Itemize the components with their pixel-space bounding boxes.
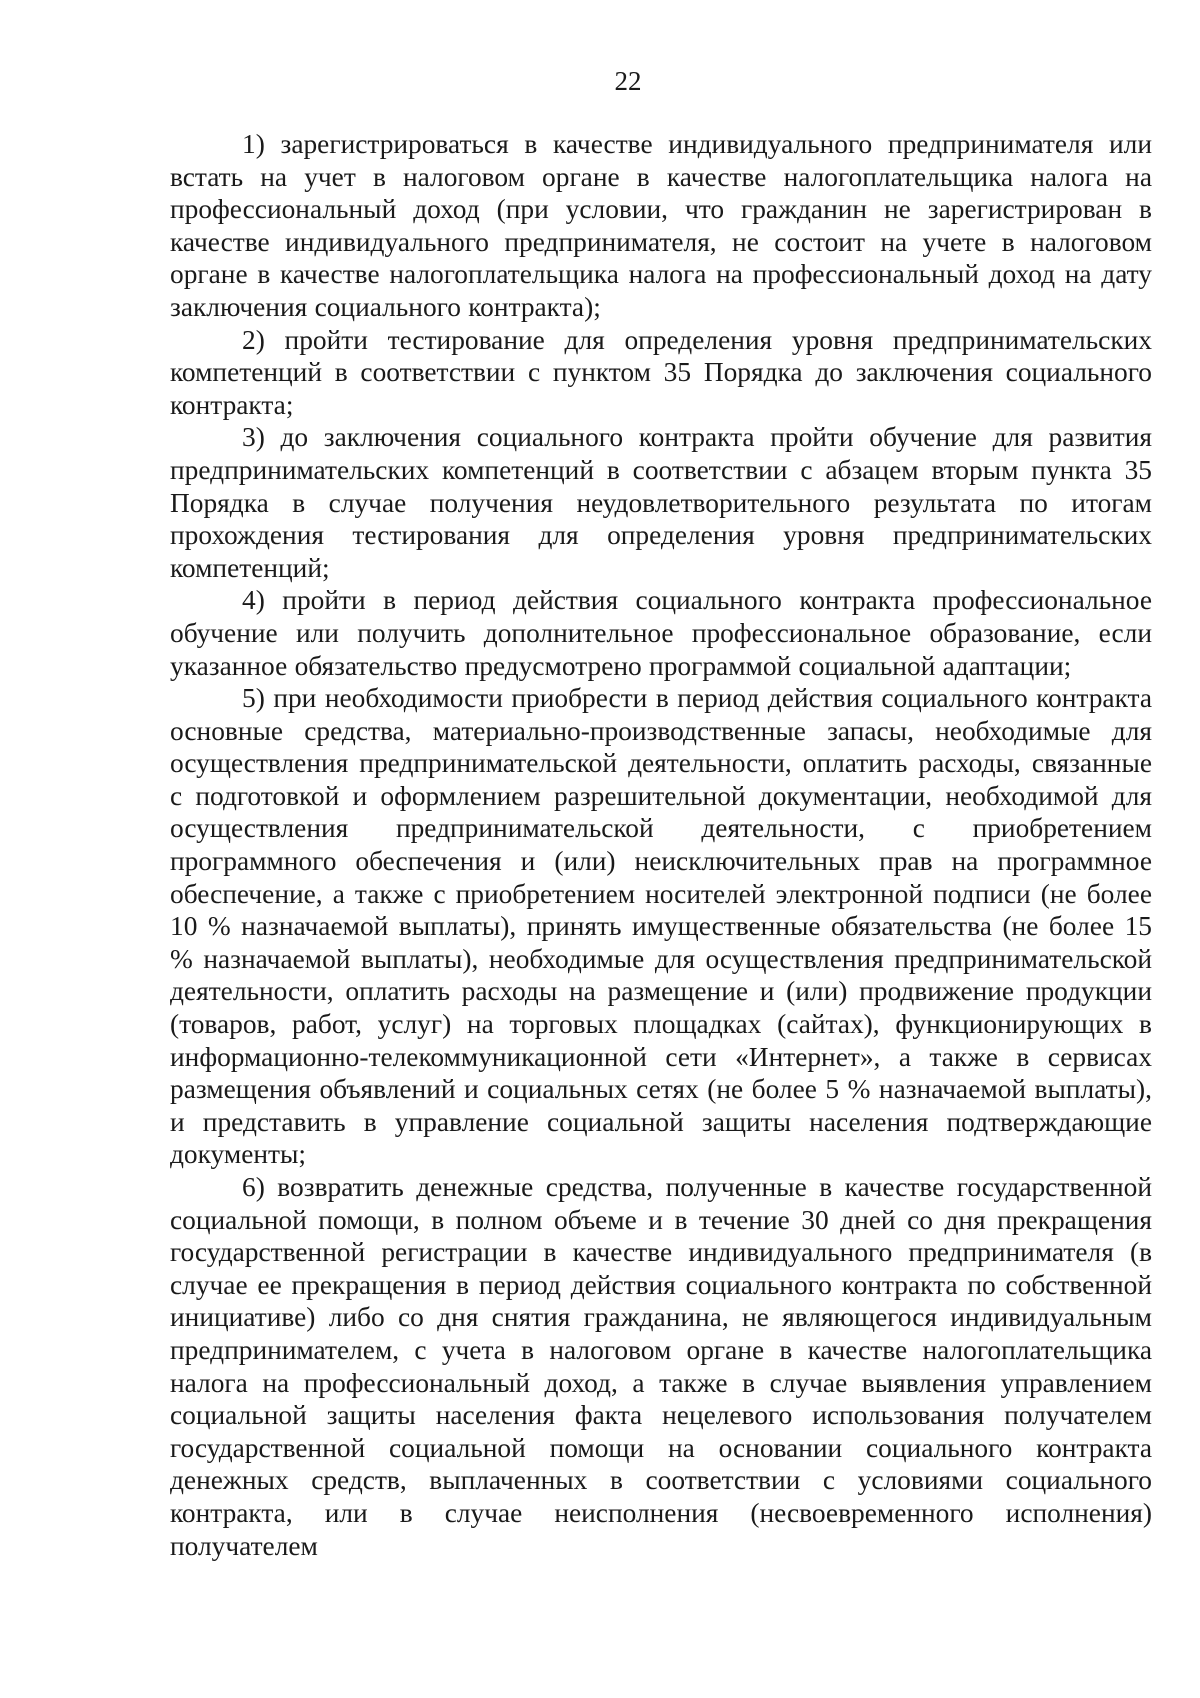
document-body bbox=[170, 128, 1152, 1562]
page-number: 22 bbox=[614, 66, 642, 96]
paragraph-item-3: 3) до заключения социального контракта пройти обучение для развития предпринимательских компетенций в соответствии с абзацем вторым пункта 35 Порядка в случае получения неудовлетворительного результата по итогам прохождения тестирования для определения уровня предпринимательских компетенций; bbox=[170, 422, 1152, 583]
paragraph-item-5: 5) при необходимости приобрести в период действия социального контракта основные средства, материально-производственные запасы, необходимые для осуществления предпринимательской деятельности, оплатить расходы, связанные с подготовкой и оформлением разрешительной документации, необходимой для осуществления предпринимательской деятельности, с приобретением программного обеспечения и (или) неисключительных прав на программное обеспечение, а также с приобретением носителей электронной подписи (не более 10 % назначаемой выплаты), принять имущественные обязательства (не более 15 % назначаемой выплаты), необходимые для осуществления предпринимательской деятельности, оплатить расходы на размещение и (или) продвижение продукции (товаров, работ, услуг) на торговых площадках (сайтах), функционирующих в информационно-телекоммуникационной сети «Интернет», а также в сервисах размещения объявлений и социальных сетях (не более 5 % назначаемой выплаты), и представить в управление социальной защиты населения подтверждающие документы; bbox=[170, 683, 1152, 1170]
paragraph-item-4: 4) пройти в период действия социального контракта профессиональное обучение или получить дополнительное профессиональное образование, если указанное обязательство предусмотрено программой социальной адаптации; bbox=[170, 585, 1152, 681]
paragraph-item-6: 6) возвратить денежные средства, полученные в качестве государственной социальной помощи, в полном объеме и в течение 30 дней со дня прекращения государственной регистрации в качестве индивидуального предпринимателя (в случае ее прекращения в период действия социального контракта по собственной инициативе) либо со дня снятия гражданина, не являющегося индивидуальным предпринимателем, с учета в налоговом органе в качестве налогоплательщика налога на профессиональный доход, а также в случае выявления управлением социальной защиты населения факта нецелевого использования получателем государственной социальной помощи на основании социального контракта денежных средств, выплаченных в соответствии с условиями социального контракта, или в случае неисполнения (несвоевременного исполнения) получателем bbox=[170, 1172, 1152, 1561]
paragraph-item-1: 1) зарегистрироваться в качестве индивидуального предпринимателя или встать на учет в налоговом органе в качестве налогоплательщика налога на профессиональный доход (при условии, что гражданин не зарегистрирован в качестве индивидуального предпринимателя, не состоит на учете в налоговом органе в качестве налогоплательщика налога на профессиональный доход на дату заключения социального контракта); bbox=[170, 129, 1152, 322]
paragraph-item-2: 2) пройти тестирование для определения уровня предпринимательских компетенций в соответствии с пунктом 35 Порядка до заключения социального контракта; bbox=[170, 324, 1152, 420]
